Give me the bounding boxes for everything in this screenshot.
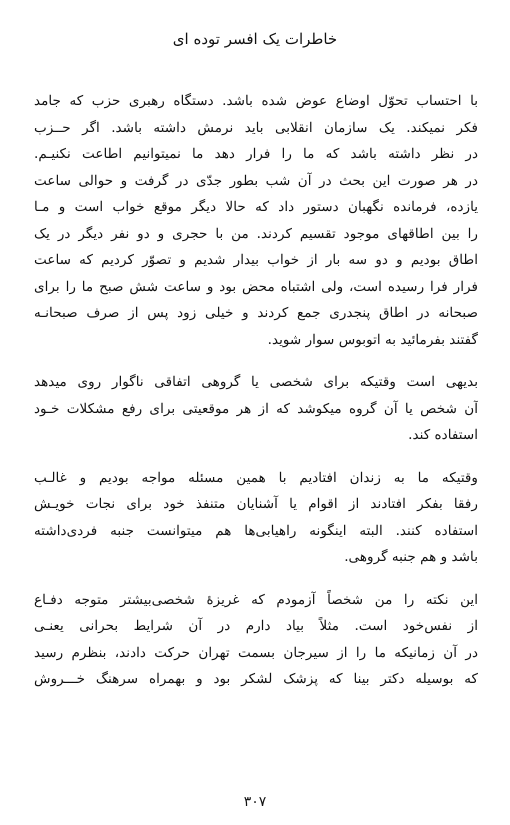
text-line: فکر نمیکند. یک سازمان انقلابی باید نرمش داشته باشد. اگر حــزب xyxy=(34,119,478,136)
paragraph xyxy=(34,587,478,693)
text-line: اطاق بودیم و دو سه بار از خواب بیدار شدیم و تصوّر کردیم که ساعت xyxy=(34,252,478,268)
body-text xyxy=(34,88,478,693)
text-line: صبحانه در اطاق پنجدری جمع کردند و خیلی زود پس از صرف صبحانـه xyxy=(34,305,478,321)
text-line: یازده، فرمانده نگهبان دستور داد که حالا دیگر موقع خواب است و مـا xyxy=(34,199,478,215)
running-header: خاطرات یک افسر توده ای xyxy=(172,30,338,48)
text-line: وقتیکه ما به زندان افتادیم با همین مسئله مواجه بودیم و غالـب xyxy=(34,469,478,486)
page-number: ۳۰۷ xyxy=(243,794,267,810)
text-line: استفاده کند. xyxy=(408,427,478,443)
text-line: رفقا بفکر افتادند از اقوام یا آشنایان متنفذ خود برای نجات خویـش xyxy=(34,496,478,512)
text-line: با احتساب تحوّل اوضاع عوض شده باشد. دستگاه رهبری حزب که جامد xyxy=(34,93,478,109)
text-line: از نفس‌خود است. مثلاً بیاد دارم در آن شرایط بحرانی یعنـی xyxy=(34,618,478,634)
text-line: باشد و هم جنبه گروهی. xyxy=(344,549,478,565)
text-line: در نظر داشته باشد که ما را فرار دهد ما نمیتوانیم اطاعت نکنیـم. xyxy=(34,146,478,162)
text-line: را بین اطاقهای موجود تقسیم کردند. من با حجری و دو نفر دیگر در یک xyxy=(34,225,478,242)
text-line: آن شخص یا آن گروه میکوشد که از هر موقعیتی برای رفع مشکلات خـود xyxy=(34,400,478,417)
text-line: در هر صورت این بحث در آن شب بطور جدّی در گرفت و حوالی ساعت xyxy=(34,172,478,189)
text-line: که بوسیله دکتر بینا که پزشک لشکر بود و بهمراه سرهنگ خـــروش xyxy=(34,671,478,687)
text-line: این نکته را من شخصاً آزمودم که غریزهٔ شخصی‌بیشتر متوجه دفـاع xyxy=(34,591,478,608)
paragraph xyxy=(34,465,478,571)
text-line: فرار فرا رسیده است، ولی اشتباه محض بود و ساعت شش صبح ما را برای xyxy=(34,278,478,295)
text-line: استفاده کنند. البته اینگونه راهیابی‌ها هم میتوانست جنبه فردی‌داشته xyxy=(34,522,478,539)
paragraph xyxy=(34,369,478,449)
paragraph xyxy=(34,88,478,353)
text-line: گفتند بفرمائید به اتوبوس سوار شوید. xyxy=(267,331,478,348)
text-line: بدیهی است وقتیکه برای شخصی یا گروهی اتفاقی ناگوار روی میدهد xyxy=(34,374,478,390)
text-line: در آن زمانیکه ما را از سیرجان بسمت تهران حرکت دادند، بنظرم رسید xyxy=(34,644,478,661)
